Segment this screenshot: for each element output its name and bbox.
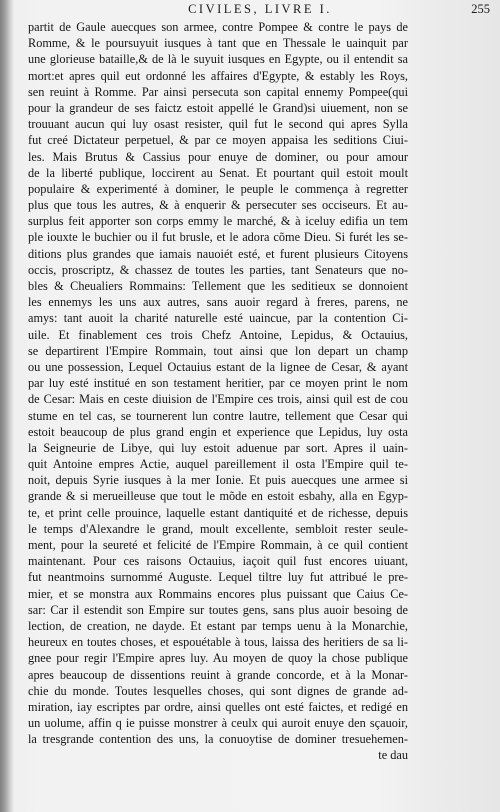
- text-line: miration, iay escriptes par ordre, ainsi quelles ont esté faictes, et redigé en: [28, 699, 408, 714]
- text-line: la tresgrande contention des uns, la conuoytise de dominer tresuehemen-: [28, 732, 408, 747]
- text-line: mier, et se monstra aux Rommains encores plus puissant que Caius Ce-: [28, 586, 408, 601]
- text-line: plus que tous les autres, & à enquerir & persecuter ses occiseurs. Et au-: [28, 198, 408, 213]
- text-line: les ennemys les uns aux autres, sans auoir regard à freres, parens, ne: [28, 295, 408, 310]
- text-line: stume en tel cas, se tournerent lun contre lautre, tellement que Cesar qui: [28, 408, 408, 423]
- text-line: par luy esté institué en son testament heritier, par ce moyen print le nom: [28, 376, 408, 391]
- text-line: apres beaucoup de dissentions reuint à grande concorde, et à la Monar-: [28, 667, 408, 682]
- text-line: la Seigneurie de Libye, qui luy estoit aduenue par sort. Apres il uain-: [28, 440, 408, 455]
- text-line: maintenant. Pour ces raisons Octauius, iaçoit quil fust encores uiuant,: [28, 554, 408, 569]
- text-line: fut creé Dictateur perpetuel, & par ce moyen appaisa les seditions Ciui-: [28, 133, 408, 148]
- text-line: se departirent l'Empire Rommain, tout ainsi que lon depart un champ: [28, 343, 408, 358]
- text-line: grande & si merueilleuse que tout le mõde en estoit esbahy, alla en Egyp-: [28, 489, 408, 504]
- bleed-through-mark: [408, 650, 478, 690]
- text-line: ou une possession, Lequel Octauius estant de la lignee de Cesar, & ayant: [28, 359, 408, 374]
- page-number: 255: [471, 2, 490, 16]
- text-line: trouuant aucun qui luy osast resister, quil fut le second qui apres Sylla: [28, 117, 408, 132]
- text-line: chie du monde. Toutes lesquelles choses, qui sont dignes de grande ad-: [28, 683, 408, 698]
- text-line: heureux en toutes choses, et espouétable à tous, laissa des heritiers de sa li-: [28, 635, 408, 650]
- text-line: surplus feit apporter son corps emmy le marché, & à iceluy edifia un tem: [28, 214, 408, 229]
- text-line: quit Antoine empres Actie, auquel pareillement il osta l'Empire quil te-: [28, 457, 408, 472]
- text-line: ditions plus grandes que iamais nauoiét esté, et furent plusieurs Citoyens: [28, 246, 408, 261]
- text-line: te, et print celle prouince, laquelle estant dantiquité et de richesse, depuis: [28, 505, 408, 520]
- page-gutter-shadow: [0, 0, 14, 812]
- text-line: noit, depuis Syrie iusques à la mer Ionie. Et puis auecques une armee si: [28, 473, 408, 488]
- bleed-through-mark: [408, 290, 478, 330]
- text-line: gnee pour regir l'Empire apres luy. Au moyen de quoy la chose publique: [28, 651, 408, 666]
- catchword: te dau: [378, 748, 408, 763]
- text-line: une glorieuse bataille,& de là le suyuit iusques en Egypte, ou il entendit sa: [28, 52, 408, 67]
- text-line: un uolume, affin q ie puisse monstrer à ceulx qui auroit enuye den sçauoir,: [28, 716, 408, 731]
- text-line: les. Mais Brutus & Cassius pour enuye de dominer, ou pour amour: [28, 149, 408, 164]
- bleed-through-mark: [408, 530, 478, 590]
- text-line: amys: tant auoit la charité naturelle esté uaincue, par la contention Ci-: [28, 311, 408, 326]
- text-line: pour la grandeur de ses faictz estoit appellé le Grand)si uiuement, non se: [28, 100, 408, 115]
- text-line: occis, proscriptz, & chassez de toutes les parties, tant Senateurs que no-: [28, 262, 408, 277]
- text-line: estoit beaucoup de plus grand engin et experience que Lepidus, luy osta: [28, 424, 408, 439]
- body-text: [28, 19, 408, 764]
- text-line: mort:et apres quil eut ordonné les affaires d'Egypte, & estably les Roys,: [28, 68, 408, 83]
- running-head: [30, 2, 490, 18]
- text-line: le temps d'Alexandre le grand, moult excellente, sembloit rester seule-: [28, 521, 408, 536]
- running-title: CIVILES, LIVRE I.: [188, 2, 332, 16]
- text-line: de la liberté publique, loccirent au Senat. Et pourtant quil estoit moult: [28, 165, 408, 180]
- text-line: fut neantmoins surnommé Auguste. Lequel tiltre luy fut attribué le pre-: [28, 570, 408, 585]
- text-line: Romme, & le poursuyuit iusques à tant que en Thessale le uainquit par: [28, 36, 408, 51]
- text-line: populaire & experimenté à dominer, le peuple le commença à regretter: [28, 181, 408, 196]
- text-line: ple iouxte le buchier ou il fut brusle, et le adora cõme Dieu. Si furét les se-: [28, 230, 408, 245]
- text-line: uile. Et finablement ces trois Chefz Antoine, Lepidus, & Octauius,: [28, 327, 408, 342]
- text-line: ment, pour la seureté et felicité de l'Empire Rommain, à ce quil contient: [28, 538, 408, 552]
- text-line: partit de Gaule auecques son armee, contre Pompee & contre le pays de: [28, 20, 408, 34]
- text-line: lection, de creation, ne dayde. Et estant par temps uenu à la Monarchie,: [28, 618, 408, 633]
- text-line: de Cesar: Mais en ceste diuision de l'Empire ces trois, ainsi quil est de cou: [28, 392, 408, 407]
- text-line: bles & Cheualiers Rommains: Tellement que les seditieux se donnoient: [28, 279, 408, 293]
- text-line: sar: Car il estendit son Empire sur toutes gens, sans plus auoir besoing de: [28, 602, 408, 617]
- text-line: sen reuint à Romme. Par ainsi persecuta son capital ennemy Pompee(qui: [28, 84, 408, 99]
